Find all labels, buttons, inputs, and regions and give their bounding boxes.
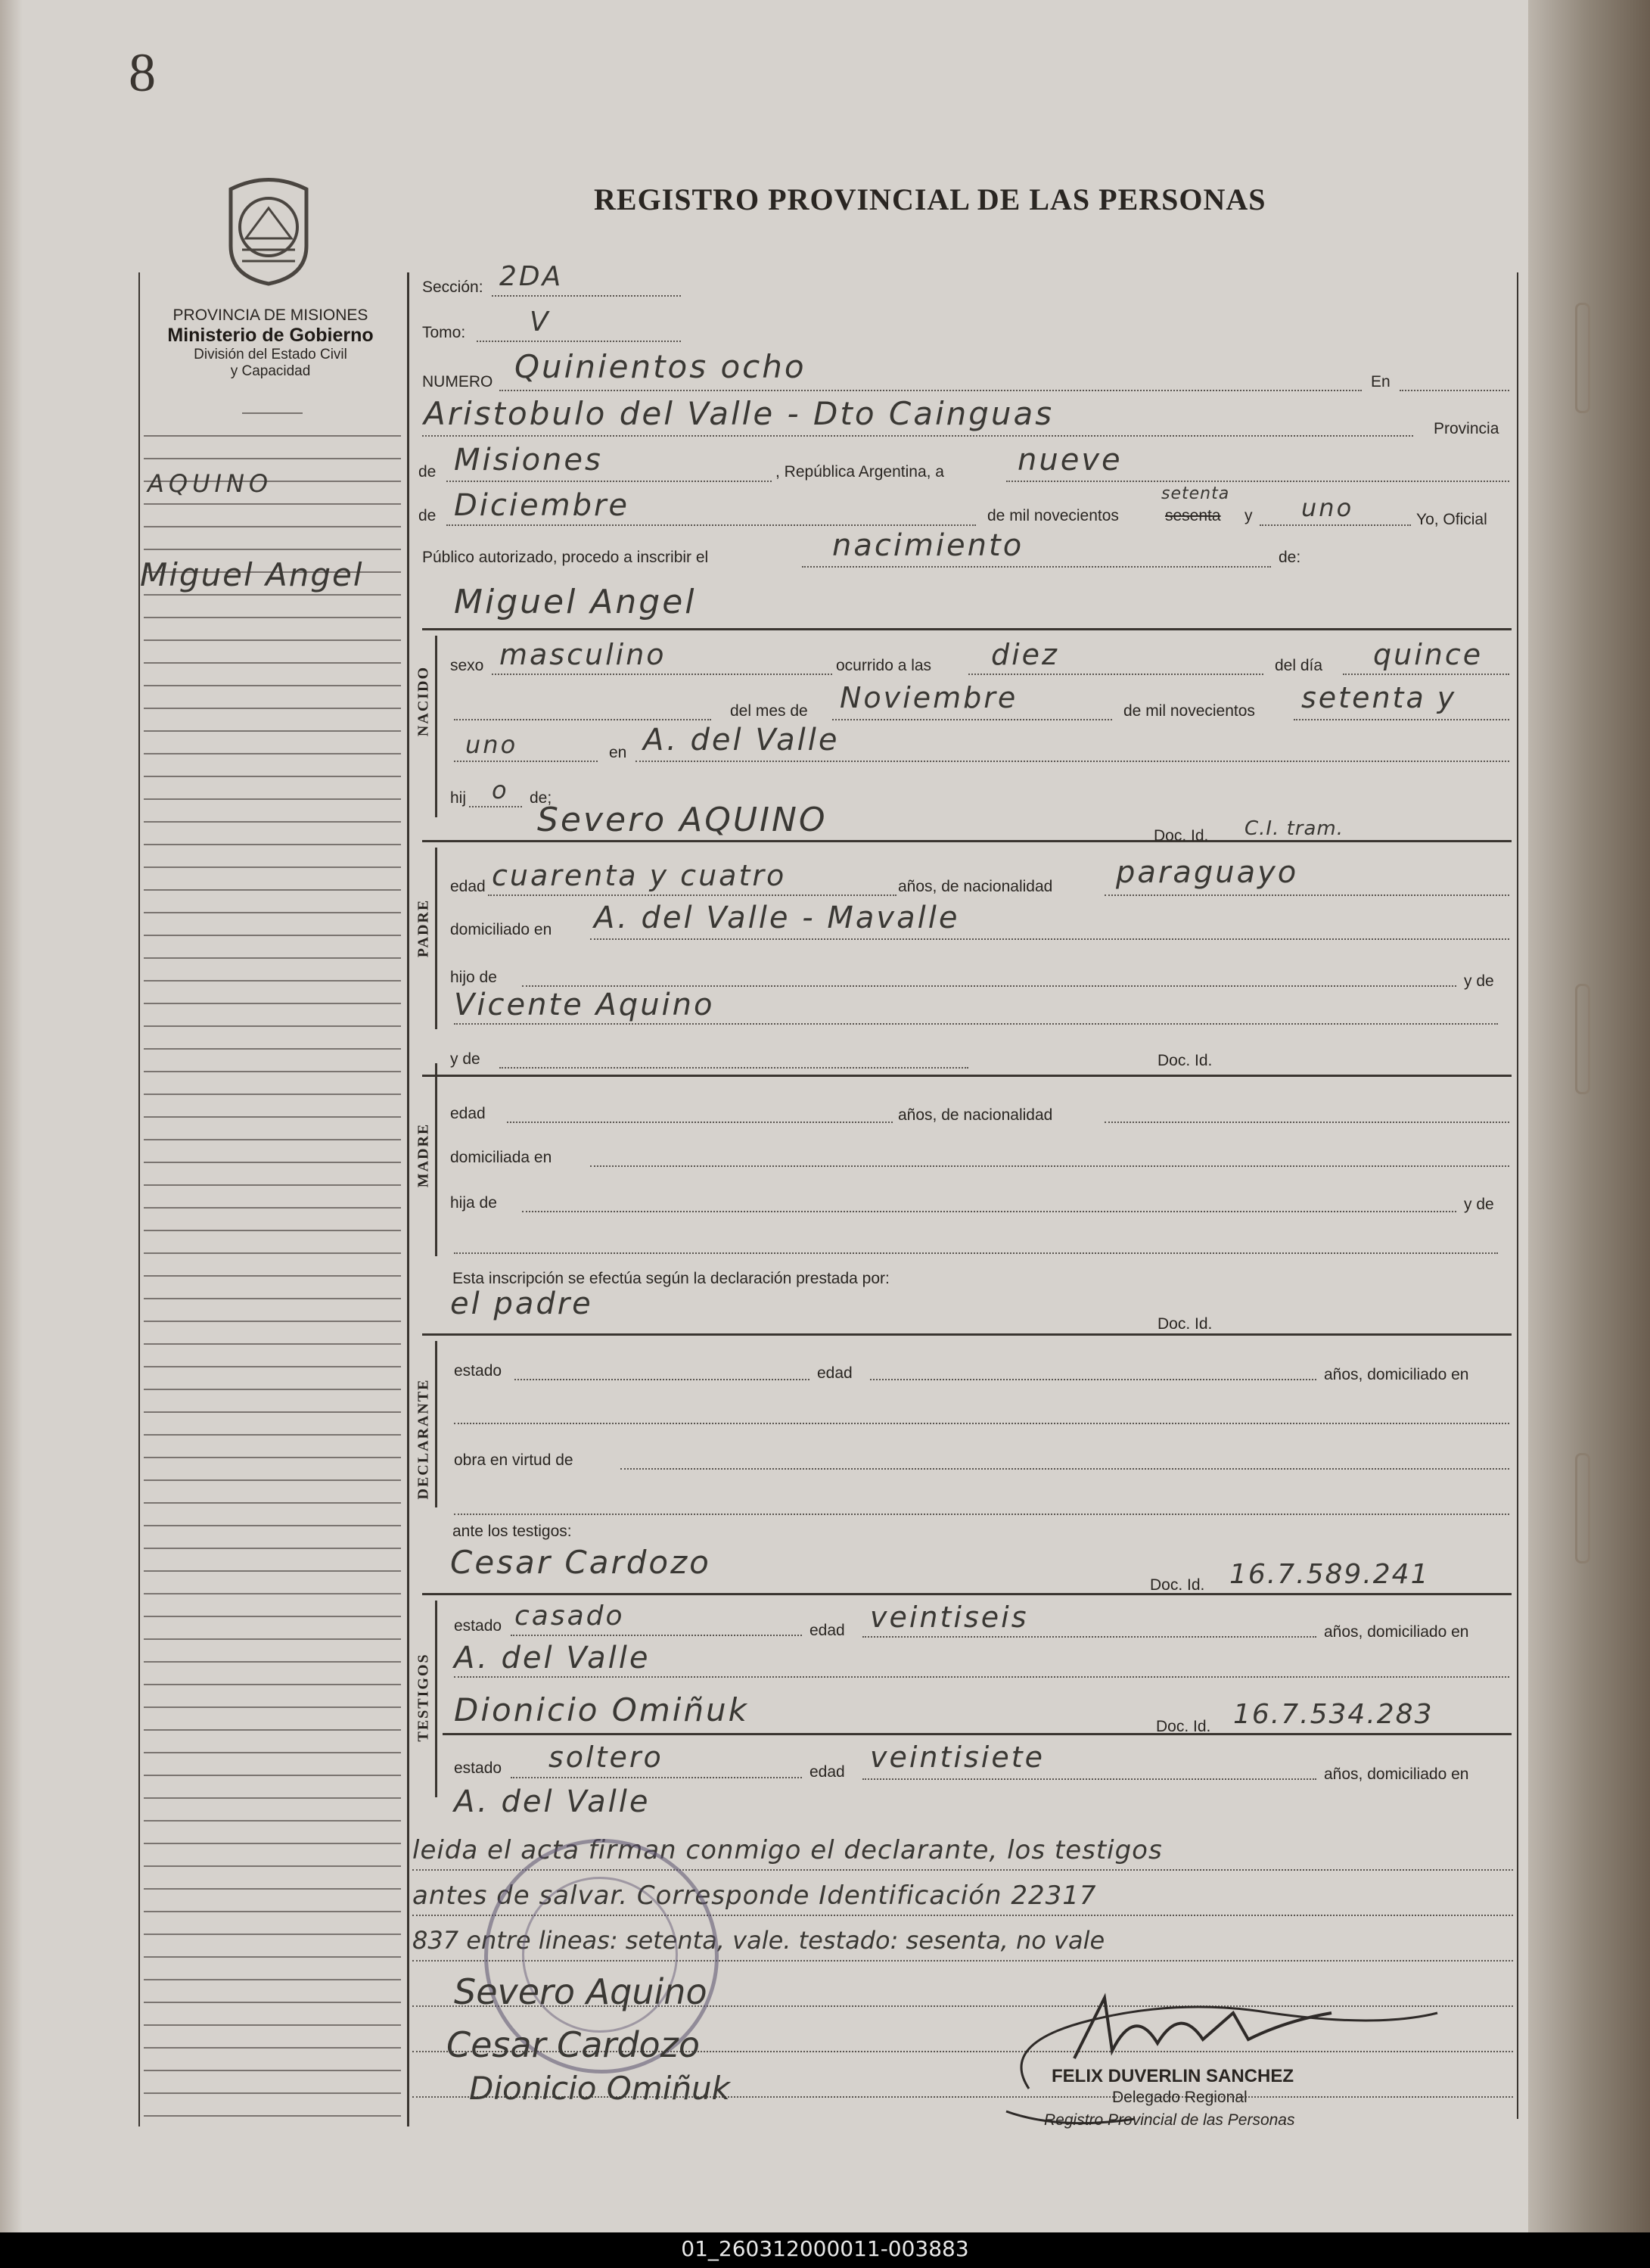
dia-value: quince bbox=[1373, 638, 1484, 671]
numero-value: Quinientos ocho bbox=[514, 348, 806, 385]
official-office: Registro Provincial de las Personas bbox=[1044, 2111, 1295, 2129]
margin-rule bbox=[144, 866, 401, 868]
official-title: Delegado Regional bbox=[1112, 2089, 1248, 2106]
margin-rule bbox=[144, 1094, 401, 1095]
yo-oficial-label: Yo, Oficial bbox=[1416, 511, 1487, 528]
note-line-1: leida el acta firman conmigo el declarante, los testigos bbox=[412, 1835, 1163, 1865]
padre-doc-value: C.I. tram. bbox=[1244, 817, 1344, 840]
testigo1-doc-label: Doc. Id. bbox=[1150, 1576, 1205, 1594]
margin-rule bbox=[144, 980, 401, 982]
margin-rule bbox=[144, 2092, 401, 2094]
official-signature-icon bbox=[983, 1968, 1453, 2134]
provincia-label: Provincia bbox=[1434, 420, 1499, 437]
del-dia-label: del día bbox=[1275, 657, 1323, 674]
madre-section-label: MADRE bbox=[415, 1122, 432, 1188]
binding-clip bbox=[1575, 1453, 1590, 1563]
hij-label: hij bbox=[450, 789, 467, 807]
de-label: de bbox=[418, 463, 437, 481]
numero-label: NUMERO bbox=[422, 373, 493, 390]
margin-rule bbox=[144, 1888, 401, 1890]
margin-rule bbox=[144, 639, 401, 641]
testigos-section-label: TESTIGOS bbox=[415, 1653, 432, 1742]
signature-witness-2: Dionicio Omiñuk bbox=[469, 2070, 731, 2107]
dia-inscripcion-value: nueve bbox=[1018, 443, 1123, 478]
testigo2-rule bbox=[443, 1733, 1512, 1735]
margin-rule bbox=[144, 1071, 401, 1072]
republica-label: , República Argentina, a bbox=[775, 463, 944, 481]
madre-edad-line bbox=[507, 1122, 893, 1123]
padre-bracket bbox=[435, 848, 437, 1029]
dia-inscripcion-line bbox=[1006, 481, 1509, 482]
margin-rule bbox=[144, 1252, 401, 1254]
de2-label: de bbox=[418, 507, 437, 524]
y-label: y bbox=[1244, 507, 1253, 524]
left-header bbox=[140, 306, 401, 380]
declarante-section-label: DECLARANTE bbox=[415, 1378, 432, 1500]
nacido-nombre-value: Miguel Angel bbox=[454, 583, 697, 621]
margin-rule bbox=[144, 1956, 401, 1958]
provincia-value: Misiones bbox=[454, 443, 603, 478]
margin-rule bbox=[144, 1139, 401, 1140]
declarante-edad-label: edad bbox=[817, 1364, 853, 1382]
margin-rule bbox=[144, 1752, 401, 1753]
padre-doc-label: Doc. Id. bbox=[1154, 827, 1209, 845]
margin-rule bbox=[144, 798, 401, 800]
testigo2-estado-line bbox=[511, 1777, 802, 1778]
anio-unidad-value: uno bbox=[1301, 493, 1354, 522]
margin-rule bbox=[144, 458, 401, 459]
margin-rule bbox=[144, 435, 401, 437]
testigo1-edad-label: edad bbox=[809, 1622, 845, 1639]
margin-rule bbox=[144, 1729, 401, 1731]
lugar-value: Aristobulo del Valle - Dto Cainguas bbox=[424, 395, 1055, 432]
madre-dom-line bbox=[590, 1165, 1509, 1167]
padre-nombre-value: Severo AQUINO bbox=[537, 801, 828, 839]
testigo1-edad-line bbox=[862, 1636, 1316, 1638]
capacity-line: y Capacidad bbox=[230, 363, 311, 379]
division-line: División del Estado Civil bbox=[194, 347, 347, 362]
madre-nac-label: años, de nacionalidad bbox=[898, 1106, 1053, 1124]
padre-nac-label: años, de nacionalidad bbox=[898, 878, 1053, 895]
hora-value: diez bbox=[991, 638, 1060, 671]
sexo-value: masculino bbox=[499, 638, 667, 671]
testigo2-edad-line bbox=[862, 1778, 1316, 1780]
nacido-bracket bbox=[435, 636, 437, 817]
lugar-nac-value: A. del Valle bbox=[643, 723, 840, 758]
madre-top-rule bbox=[422, 1075, 1512, 1077]
testigo1-estado-line bbox=[511, 1635, 802, 1636]
en-line bbox=[1400, 390, 1509, 391]
nacido-top-rule bbox=[422, 628, 1512, 630]
declarante-bracket bbox=[435, 1341, 437, 1507]
margin-rule bbox=[144, 1775, 401, 1776]
margin-rule bbox=[144, 549, 401, 550]
hora-line bbox=[968, 674, 1263, 675]
margin-rule bbox=[144, 2002, 401, 2003]
margin-rule bbox=[144, 685, 401, 686]
testigo1-dom-label: años, domiciliado en bbox=[1324, 1623, 1469, 1641]
declarante-top-rule bbox=[422, 1333, 1512, 1336]
margin-rule bbox=[144, 2024, 401, 2026]
testigo2-dom-label: años, domiciliado en bbox=[1324, 1766, 1469, 1783]
margin-given-names: Miguel Angel bbox=[140, 556, 364, 593]
obra-label: obra en virtud de bbox=[454, 1451, 573, 1469]
margin-rule bbox=[144, 912, 401, 913]
margin-rule bbox=[144, 1321, 401, 1322]
padre-dom-line bbox=[590, 938, 1509, 940]
margin-rule bbox=[144, 1593, 401, 1594]
margin-rule bbox=[144, 957, 401, 959]
anio2-value: uno bbox=[465, 730, 518, 759]
hijo-de-line bbox=[522, 985, 1456, 987]
padre-section-label: PADRE bbox=[415, 898, 432, 958]
margin-rule bbox=[144, 1457, 401, 1458]
margin-rule bbox=[144, 1570, 401, 1572]
padre-padre-line bbox=[454, 1023, 1498, 1025]
testigo1-doc-value: 16.7.589.241 bbox=[1229, 1559, 1430, 1590]
margin-rule bbox=[144, 2070, 401, 2071]
testigo2-doc-label: Doc. Id. bbox=[1156, 1718, 1211, 1735]
anio-value: setenta y bbox=[1301, 681, 1457, 714]
margin-rule bbox=[144, 821, 401, 823]
anio-line bbox=[1294, 719, 1509, 720]
margin-rule bbox=[144, 1230, 401, 1231]
sexo-line bbox=[492, 674, 832, 675]
margin-rule bbox=[144, 1797, 401, 1799]
de-mil-label: de mil novecientos bbox=[987, 507, 1119, 524]
note-line-2: antes de salvar. Corresponde Identificación 22317 bbox=[412, 1881, 1097, 1911]
margin-rule bbox=[144, 1298, 401, 1299]
testigo2-doc-value: 16.7.534.283 bbox=[1233, 1699, 1434, 1730]
anio-correccion-value: setenta bbox=[1161, 484, 1230, 503]
margin-rule bbox=[144, 1207, 401, 1209]
inscripcion-label: Esta inscripción se efectúa según la declaración prestada por: bbox=[452, 1270, 890, 1287]
margin-rule bbox=[144, 1275, 401, 1277]
margin-rule bbox=[144, 1706, 401, 1708]
margin-rule bbox=[144, 526, 401, 527]
image-id-label: 01_260312000011-003883 bbox=[681, 2236, 969, 2261]
margin-rule bbox=[144, 1116, 401, 1118]
margin-rule bbox=[144, 1979, 401, 1980]
declarante-dom-line bbox=[454, 1423, 1509, 1424]
madre-dom-label: domiciliada en bbox=[450, 1149, 552, 1166]
padre-edad-label: edad bbox=[450, 878, 486, 895]
signature-witness-1: Cesar Cardozo bbox=[446, 2024, 700, 2065]
margin-rule bbox=[144, 1366, 401, 1367]
page-number: 8 bbox=[129, 42, 156, 103]
hija-de-label: hija de bbox=[450, 1194, 497, 1212]
provincia-line bbox=[446, 481, 772, 482]
margin-rule bbox=[144, 1820, 401, 1822]
province-line: PROVINCIA DE MISIONES bbox=[172, 306, 368, 324]
header-divider bbox=[242, 412, 303, 414]
margin-rule bbox=[144, 753, 401, 754]
madre-nombre-line bbox=[499, 1067, 968, 1069]
padre-edad-value: cuarenta y cuatro bbox=[492, 859, 787, 892]
margin-rule bbox=[144, 1684, 401, 1685]
margin-surname: AQUINO bbox=[148, 469, 273, 498]
madre-yde-label: y de bbox=[450, 1050, 480, 1068]
margin-rule bbox=[144, 1865, 401, 1867]
seccion-line bbox=[492, 295, 681, 297]
margin-rule bbox=[144, 935, 401, 936]
page-title: REGISTRO PROVINCIAL DE LAS PERSONAS bbox=[594, 182, 1266, 216]
note-line-3: 837 entre lineas: setenta, vale. testado: sesenta, no vale bbox=[412, 1926, 1105, 1955]
madre-bracket bbox=[435, 1063, 437, 1256]
tomo-line bbox=[477, 341, 681, 342]
margin-rule bbox=[144, 1911, 401, 1912]
seccion-label: Sección: bbox=[422, 278, 483, 296]
lugar-nac-line bbox=[635, 761, 1509, 762]
sesenta-struck: sesenta bbox=[1165, 507, 1221, 524]
madre-y-de-label: y de bbox=[1464, 1196, 1494, 1213]
margin-rule bbox=[144, 1162, 401, 1163]
testigo2-estado-label: estado bbox=[454, 1759, 502, 1777]
margin-rule bbox=[144, 1638, 401, 1640]
testigos-label: ante los testigos: bbox=[452, 1523, 572, 1540]
testigo2-edad-label: edad bbox=[809, 1763, 845, 1781]
mes-value: Noviembre bbox=[840, 681, 1018, 714]
margin-rule bbox=[144, 594, 401, 596]
seccion-value: 2DA bbox=[499, 261, 564, 292]
padre-nac-line bbox=[1105, 894, 1509, 896]
margin-rule bbox=[144, 2115, 401, 2117]
mes-inscripcion-value: Diciembre bbox=[454, 488, 630, 523]
declarante-edad-line bbox=[870, 1379, 1316, 1380]
anio2-line bbox=[454, 761, 598, 762]
margin-rule bbox=[144, 889, 401, 891]
testigo1-estado-value: casado bbox=[514, 1601, 625, 1632]
publico-label: Público autorizado, procedo a inscribir el bbox=[422, 549, 709, 566]
nacido-section-label: NACIDO bbox=[415, 665, 432, 737]
padre-top-rule bbox=[422, 840, 1512, 842]
margin-rule bbox=[144, 1661, 401, 1663]
hijo-de-label: hijo de bbox=[450, 969, 497, 986]
declarante-doc-label: Doc. Id. bbox=[1157, 1315, 1213, 1333]
column-divider-line bbox=[407, 272, 409, 2126]
margin-rule bbox=[144, 1843, 401, 1844]
margin-rule bbox=[144, 730, 401, 732]
right-border-line bbox=[1517, 272, 1518, 2119]
margin-rule bbox=[144, 1502, 401, 1504]
testigo2-edad-value: veintisiete bbox=[870, 1741, 1045, 1774]
margin-rule bbox=[144, 1525, 401, 1526]
margin-rule bbox=[144, 662, 401, 664]
testigo1-value: Cesar Cardozo bbox=[450, 1544, 711, 1581]
padre-edad-line bbox=[488, 894, 896, 896]
de3-label: de; bbox=[530, 789, 552, 807]
margin-rule bbox=[144, 1389, 401, 1390]
testigo1-dom-value: A. del Valle bbox=[454, 1641, 651, 1675]
margin-rule bbox=[144, 844, 401, 845]
anio-unidad-line bbox=[1260, 524, 1411, 526]
hija-de-line bbox=[522, 1211, 1456, 1212]
en-label: En bbox=[1371, 373, 1391, 390]
margin-rule bbox=[144, 1003, 401, 1004]
obra-line-2 bbox=[454, 1514, 1509, 1515]
margin-rule bbox=[144, 503, 401, 505]
acto-line bbox=[802, 566, 1271, 568]
left-margin-line bbox=[138, 272, 140, 2126]
ocurrido-label: ocurrido a las bbox=[836, 657, 932, 674]
margin-rule bbox=[144, 2047, 401, 2049]
margin-rule bbox=[144, 1934, 401, 1935]
numero-line bbox=[499, 390, 1362, 391]
binding-clip bbox=[1575, 984, 1590, 1094]
hij-value: o bbox=[492, 776, 509, 804]
declarante-dom-label: años, domiciliado en bbox=[1324, 1366, 1469, 1383]
official-name: FELIX DUVERLIN SANCHEZ bbox=[1052, 2066, 1294, 2086]
dia-line bbox=[1343, 674, 1509, 675]
de-colon-label: de: bbox=[1279, 549, 1301, 566]
margin-rule bbox=[144, 1411, 401, 1413]
en2-label: en bbox=[609, 744, 627, 761]
testigo2-value: Dionicio Omiñuk bbox=[454, 1691, 750, 1728]
padre-padre-value: Vicente Aquino bbox=[454, 988, 715, 1022]
lugar-line bbox=[422, 435, 1413, 437]
signature-father: Severo Aquino bbox=[454, 1971, 707, 2012]
margin-rule bbox=[144, 1616, 401, 1617]
tomo-label: Tomo: bbox=[422, 324, 466, 341]
padre-dom-value: A. del Valle - Mavalle bbox=[594, 901, 960, 935]
testigos-bracket bbox=[435, 1601, 437, 1797]
testigo2-dom-value: A. del Valle bbox=[454, 1784, 651, 1819]
ministry-line: Ministerio de Gobierno bbox=[167, 325, 374, 346]
padre-nac-value: paraguayo bbox=[1116, 855, 1299, 890]
testigo1-estado-label: estado bbox=[454, 1617, 502, 1635]
testigo1-edad-value: veintiseis bbox=[870, 1601, 1029, 1634]
sexo-label: sexo bbox=[450, 657, 484, 674]
y-de-label: y de bbox=[1464, 972, 1494, 990]
testigos-top-rule bbox=[422, 1593, 1512, 1595]
madre-edad-label: edad bbox=[450, 1105, 486, 1122]
margin-rule bbox=[144, 1184, 401, 1186]
margin-rule bbox=[144, 617, 401, 618]
margin-rule bbox=[144, 1434, 401, 1436]
madre-abuela-line bbox=[454, 1252, 1498, 1254]
tomo-value: V bbox=[530, 306, 551, 338]
mes-inscripcion-line bbox=[446, 524, 976, 526]
obra-line bbox=[620, 1468, 1509, 1470]
declarante-estado-label: estado bbox=[454, 1362, 502, 1380]
del-mes-label: del mes de bbox=[730, 702, 808, 720]
binding-clip bbox=[1575, 303, 1590, 413]
padre-dom-label: domiciliado en bbox=[450, 921, 552, 938]
margin-rule bbox=[144, 1479, 401, 1481]
margin-rule bbox=[144, 708, 401, 709]
declarante-estado-line bbox=[514, 1379, 809, 1380]
margin-rule bbox=[144, 1343, 401, 1345]
margin-rule bbox=[144, 1548, 401, 1549]
madre-nac-line bbox=[1105, 1122, 1509, 1123]
margin-rule bbox=[144, 1048, 401, 1050]
mes-line bbox=[832, 719, 1112, 720]
acto-value: nacimiento bbox=[832, 528, 1024, 563]
margin-rule bbox=[144, 1025, 401, 1027]
mes-pre-line bbox=[454, 719, 711, 720]
testigo2-estado-value: soltero bbox=[548, 1741, 663, 1774]
page-edge-shadow bbox=[0, 0, 23, 2232]
hij-line bbox=[469, 806, 522, 807]
margin-rule bbox=[144, 776, 401, 777]
madre-doc-label: Doc. Id. bbox=[1157, 1052, 1213, 1069]
de-mil2-label: de mil novecientos bbox=[1123, 702, 1255, 720]
declarante-value: el padre bbox=[450, 1286, 593, 1321]
coat-of-arms-icon bbox=[219, 174, 318, 288]
testigo1-dom-line bbox=[454, 1676, 1509, 1678]
